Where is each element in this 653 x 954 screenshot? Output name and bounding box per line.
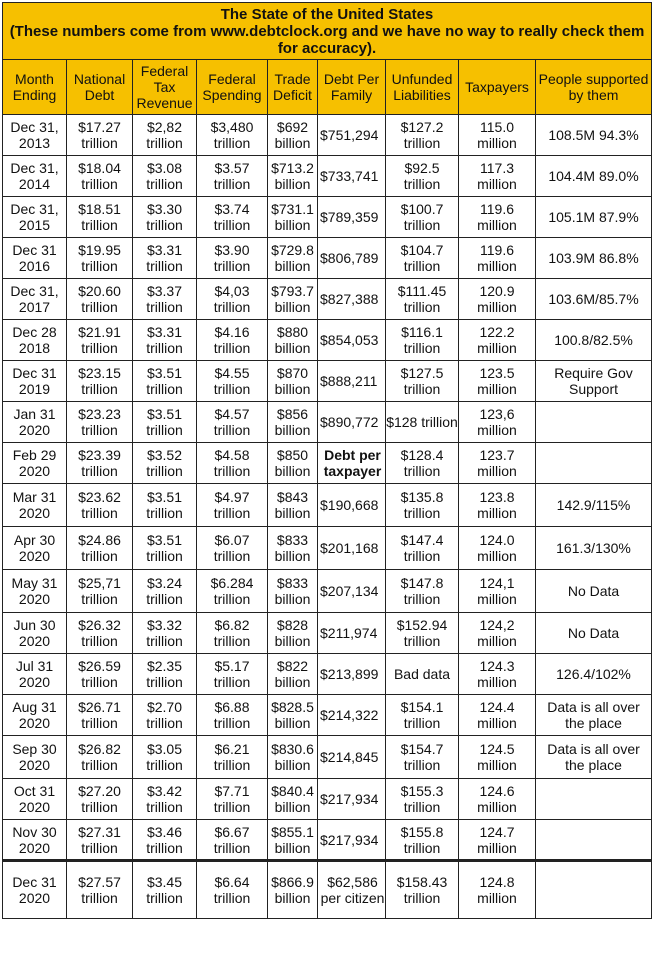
column-header-federal-spending: Federal Spending bbox=[197, 60, 268, 115]
cell-federal-tax-revenue: $2.70 trillion bbox=[133, 695, 197, 736]
column-header-debt-per-family: Debt Per Family bbox=[318, 60, 386, 115]
column-header-taxpayers: Taxpayers bbox=[459, 60, 536, 115]
cell-people-supported: Require Gov Support bbox=[536, 361, 652, 402]
cell-people-supported: No Data bbox=[536, 613, 652, 654]
cell-national-debt: $20.60 trillion bbox=[67, 279, 133, 320]
cell-trade-deficit: $850 billion bbox=[268, 443, 318, 484]
cell-people-supported: Data is all over the place bbox=[536, 695, 652, 736]
cell-unfunded-liabilities: $158.43 trillion bbox=[386, 861, 459, 919]
table-row bbox=[3, 613, 652, 654]
cell-debt-per-family: $62,586 per citizen bbox=[318, 861, 386, 919]
cell-trade-deficit: $828 billion bbox=[268, 613, 318, 654]
cell-federal-spending: $6.82 trillion bbox=[197, 613, 268, 654]
cell-month-ending: Dec 31 2020 bbox=[3, 861, 67, 919]
cell-trade-deficit: $822 billion bbox=[268, 654, 318, 695]
cell-federal-spending: $6.64 trillion bbox=[197, 861, 268, 919]
cell-taxpayers: 124.3 million bbox=[459, 654, 536, 695]
cell-federal-tax-revenue: $3.05 trillion bbox=[133, 736, 197, 779]
cell-debt-per-family: $217,934 bbox=[318, 820, 386, 861]
cell-debt-per-family: $211,974 bbox=[318, 613, 386, 654]
cell-trade-deficit: $870 billion bbox=[268, 361, 318, 402]
table-row bbox=[3, 156, 652, 197]
cell-national-debt: $26.82 trillion bbox=[67, 736, 133, 779]
cell-month-ending: Nov 30 2020 bbox=[3, 820, 67, 861]
cell-federal-spending: $4.97 trillion bbox=[197, 484, 268, 527]
cell-taxpayers: 123.7 million bbox=[459, 443, 536, 484]
cell-debt-per-family: $217,934 bbox=[318, 779, 386, 820]
cell-people-supported bbox=[536, 402, 652, 443]
table-banner bbox=[3, 3, 652, 60]
cell-national-debt: $19.95 trillion bbox=[67, 238, 133, 279]
cell-people-supported bbox=[536, 861, 652, 919]
cell-federal-spending: $6.284 trillion bbox=[197, 570, 268, 613]
cell-people-supported: 103.9M 86.8% bbox=[536, 238, 652, 279]
cell-federal-spending: $4.57 trillion bbox=[197, 402, 268, 443]
cell-month-ending: Jan 31 2020 bbox=[3, 402, 67, 443]
cell-trade-deficit: $880 billion bbox=[268, 320, 318, 361]
cell-month-ending: Sep 30 2020 bbox=[3, 736, 67, 779]
cell-national-debt: $23.62 trillion bbox=[67, 484, 133, 527]
cell-unfunded-liabilities: $127.2 trillion bbox=[386, 115, 459, 156]
cell-debt-per-family: $789,359 bbox=[318, 197, 386, 238]
cell-people-supported: 142.9/115% bbox=[536, 484, 652, 527]
cell-debt-per-family: $854,053 bbox=[318, 320, 386, 361]
column-header-row bbox=[3, 60, 652, 115]
cell-people-supported bbox=[536, 443, 652, 484]
cell-national-debt: $23.15 trillion bbox=[67, 361, 133, 402]
table-row bbox=[3, 570, 652, 613]
cell-people-supported: 161.3/130% bbox=[536, 527, 652, 570]
cell-federal-tax-revenue: $3.46 trillion bbox=[133, 820, 197, 861]
cell-federal-spending: $3.74 trillion bbox=[197, 197, 268, 238]
cell-federal-tax-revenue: $3.08 trillion bbox=[133, 156, 197, 197]
cell-unfunded-liabilities: $155.3 trillion bbox=[386, 779, 459, 820]
cell-unfunded-liabilities: $128 trillion bbox=[386, 402, 459, 443]
cell-national-debt: $18.04 trillion bbox=[67, 156, 133, 197]
cell-taxpayers: 123,6 million bbox=[459, 402, 536, 443]
cell-federal-tax-revenue: $3.24 trillion bbox=[133, 570, 197, 613]
table-row bbox=[3, 402, 652, 443]
cell-month-ending: Feb 29 2020 bbox=[3, 443, 67, 484]
cell-federal-spending: $6.21 trillion bbox=[197, 736, 268, 779]
cell-national-debt: $27.20 trillion bbox=[67, 779, 133, 820]
cell-national-debt: $23.23 trillion bbox=[67, 402, 133, 443]
cell-debt-per-family: $751,294 bbox=[318, 115, 386, 156]
cell-unfunded-liabilities: $116.1 trillion bbox=[386, 320, 459, 361]
cell-federal-spending: $3,480 trillion bbox=[197, 115, 268, 156]
cell-unfunded-liabilities: $155.8 trillion bbox=[386, 820, 459, 861]
cell-federal-spending: $4.16 trillion bbox=[197, 320, 268, 361]
cell-national-debt: $23.39 trillion bbox=[67, 443, 133, 484]
cell-federal-spending: $4.55 trillion bbox=[197, 361, 268, 402]
cell-taxpayers: 124,2 million bbox=[459, 613, 536, 654]
cell-unfunded-liabilities: $128.4 trillion bbox=[386, 443, 459, 484]
cell-month-ending: Oct 31 2020 bbox=[3, 779, 67, 820]
cell-national-debt: $17.27 trillion bbox=[67, 115, 133, 156]
column-header-people-supported: People supported by them bbox=[536, 60, 652, 115]
cell-unfunded-liabilities: Bad data bbox=[386, 654, 459, 695]
table-row bbox=[3, 197, 652, 238]
cell-trade-deficit: $833 billion bbox=[268, 527, 318, 570]
cell-federal-tax-revenue: $3.52 trillion bbox=[133, 443, 197, 484]
cell-federal-tax-revenue: $3.42 trillion bbox=[133, 779, 197, 820]
cell-federal-spending: $3.90 trillion bbox=[197, 238, 268, 279]
cell-debt-per-family: $890,772 bbox=[318, 402, 386, 443]
cell-debt-per-family: $214,845 bbox=[318, 736, 386, 779]
cell-debt-per-family: $827,388 bbox=[318, 279, 386, 320]
cell-unfunded-liabilities: $135.8 trillion bbox=[386, 484, 459, 527]
cell-unfunded-liabilities: $147.4 trillion bbox=[386, 527, 459, 570]
cell-month-ending: Mar 31 2020 bbox=[3, 484, 67, 527]
cell-federal-spending: $7.71 trillion bbox=[197, 779, 268, 820]
state-of-us-table bbox=[2, 2, 652, 919]
cell-federal-spending: $5.17 trillion bbox=[197, 654, 268, 695]
cell-debt-per-family: $733,741 bbox=[318, 156, 386, 197]
cell-unfunded-liabilities: $100.7 trillion bbox=[386, 197, 459, 238]
cell-unfunded-liabilities: $154.1 trillion bbox=[386, 695, 459, 736]
table-title: The State of the United States bbox=[220, 6, 434, 23]
cell-federal-tax-revenue: $3.37 trillion bbox=[133, 279, 197, 320]
cell-unfunded-liabilities: $111.45 trillion bbox=[386, 279, 459, 320]
cell-unfunded-liabilities: $127.5 trillion bbox=[386, 361, 459, 402]
table-row bbox=[3, 484, 652, 527]
table-row bbox=[3, 361, 652, 402]
table-row bbox=[3, 320, 652, 361]
table-row bbox=[3, 527, 652, 570]
column-header-national-debt: National Debt bbox=[67, 60, 133, 115]
cell-people-supported: No Data bbox=[536, 570, 652, 613]
cell-national-debt: $21.91 trillion bbox=[67, 320, 133, 361]
cell-taxpayers: 115.0 million bbox=[459, 115, 536, 156]
cell-people-supported: Data is all over the place bbox=[536, 736, 652, 779]
cell-unfunded-liabilities: $147.8 trillion bbox=[386, 570, 459, 613]
cell-unfunded-liabilities: $154.7 trillion bbox=[386, 736, 459, 779]
cell-taxpayers: 124.0 million bbox=[459, 527, 536, 570]
cell-taxpayers: 119.6 million bbox=[459, 238, 536, 279]
cell-month-ending: Jun 30 2020 bbox=[3, 613, 67, 654]
cell-debt-per-family: $214,322 bbox=[318, 695, 386, 736]
cell-people-supported: 108.5M 94.3% bbox=[536, 115, 652, 156]
cell-federal-tax-revenue: $2.35 trillion bbox=[133, 654, 197, 695]
column-header-month-ending: Month Ending bbox=[3, 60, 67, 115]
cell-trade-deficit: $731.1 billion bbox=[268, 197, 318, 238]
cell-taxpayers: 124.4 million bbox=[459, 695, 536, 736]
cell-month-ending: Dec 31 2016 bbox=[3, 238, 67, 279]
cell-people-supported bbox=[536, 820, 652, 861]
cell-taxpayers: 124.6 million bbox=[459, 779, 536, 820]
cell-taxpayers: 119.6 million bbox=[459, 197, 536, 238]
table-subtitle: (These numbers come from www.debtclock.org and we have no way to really check them for accuracy). bbox=[9, 23, 645, 57]
cell-federal-tax-revenue: $3.30 trillion bbox=[133, 197, 197, 238]
cell-federal-tax-revenue: $3.32 trillion bbox=[133, 613, 197, 654]
cell-national-debt: $26.59 trillion bbox=[67, 654, 133, 695]
cell-debt-per-family: $888,211 bbox=[318, 361, 386, 402]
cell-debt-per-family: $213,899 bbox=[318, 654, 386, 695]
table-row bbox=[3, 861, 652, 919]
cell-trade-deficit: $692 billion bbox=[268, 115, 318, 156]
cell-national-debt: $27.57 trillion bbox=[67, 861, 133, 919]
cell-federal-spending: $6.88 trillion bbox=[197, 695, 268, 736]
cell-taxpayers: 124.8 million bbox=[459, 861, 536, 919]
cell-taxpayers: 120.9 million bbox=[459, 279, 536, 320]
cell-federal-tax-revenue: $3.51 trillion bbox=[133, 361, 197, 402]
cell-trade-deficit: $729.8 billion bbox=[268, 238, 318, 279]
table-row bbox=[3, 820, 652, 861]
cell-federal-tax-revenue: $3.51 trillion bbox=[133, 402, 197, 443]
cell-federal-tax-revenue: $3.31 trillion bbox=[133, 320, 197, 361]
cell-taxpayers: 124,1 million bbox=[459, 570, 536, 613]
cell-taxpayers: 117.3 million bbox=[459, 156, 536, 197]
cell-people-supported: 100.8/82.5% bbox=[536, 320, 652, 361]
table-row bbox=[3, 695, 652, 736]
table-row bbox=[3, 779, 652, 820]
cell-federal-tax-revenue: $3.51 trillion bbox=[133, 484, 197, 527]
cell-trade-deficit: $843 billion bbox=[268, 484, 318, 527]
cell-taxpayers: 124.5 million bbox=[459, 736, 536, 779]
column-header-federal-tax-revenue: Federal Tax Revenue bbox=[133, 60, 197, 115]
cell-unfunded-liabilities: $92.5 trillion bbox=[386, 156, 459, 197]
cell-federal-spending: $4.58 trillion bbox=[197, 443, 268, 484]
table-row bbox=[3, 279, 652, 320]
cell-month-ending: Jul 31 2020 bbox=[3, 654, 67, 695]
cell-people-supported: 103.6M/85.7% bbox=[536, 279, 652, 320]
cell-people-supported: 104.4M 89.0% bbox=[536, 156, 652, 197]
table-row bbox=[3, 238, 652, 279]
table-row bbox=[3, 736, 652, 779]
column-header-unfunded-liabilities: Unfunded Liabilities bbox=[386, 60, 459, 115]
cell-debt-per-family: $190,668 bbox=[318, 484, 386, 527]
table-body bbox=[3, 115, 652, 919]
cell-people-supported bbox=[536, 779, 652, 820]
table-row bbox=[3, 115, 652, 156]
cell-debt-per-family: $207,134 bbox=[318, 570, 386, 613]
cell-month-ending: Dec 31, 2015 bbox=[3, 197, 67, 238]
cell-debt-per-family: Debt per taxpayer bbox=[318, 443, 386, 484]
cell-trade-deficit: $855.1 billion bbox=[268, 820, 318, 861]
cell-unfunded-liabilities: $152.94 trillion bbox=[386, 613, 459, 654]
cell-debt-per-family: $806,789 bbox=[318, 238, 386, 279]
cell-national-debt: $24.86 trillion bbox=[67, 527, 133, 570]
cell-trade-deficit: $856 billion bbox=[268, 402, 318, 443]
cell-month-ending: Dec 31 2019 bbox=[3, 361, 67, 402]
cell-trade-deficit: $833 billion bbox=[268, 570, 318, 613]
cell-month-ending: Apr 30 2020 bbox=[3, 527, 67, 570]
cell-trade-deficit: $866.9 billion bbox=[268, 861, 318, 919]
cell-month-ending: Dec 31, 2014 bbox=[3, 156, 67, 197]
cell-people-supported: 126.4/102% bbox=[536, 654, 652, 695]
cell-national-debt: $18.51 trillion bbox=[67, 197, 133, 238]
cell-unfunded-liabilities: $104.7 trillion bbox=[386, 238, 459, 279]
cell-trade-deficit: $713.2 billion bbox=[268, 156, 318, 197]
cell-federal-spending: $6.67 trillion bbox=[197, 820, 268, 861]
cell-taxpayers: 123.5 million bbox=[459, 361, 536, 402]
cell-national-debt: $26.71 trillion bbox=[67, 695, 133, 736]
cell-national-debt: $25,71 trillion bbox=[67, 570, 133, 613]
cell-federal-spending: $3.57 trillion bbox=[197, 156, 268, 197]
cell-month-ending: May 31 2020 bbox=[3, 570, 67, 613]
cell-trade-deficit: $840.4 billion bbox=[268, 779, 318, 820]
cell-federal-spending: $6.07 trillion bbox=[197, 527, 268, 570]
cell-federal-tax-revenue: $3.51 trillion bbox=[133, 527, 197, 570]
cell-federal-tax-revenue: $2,82 trillion bbox=[133, 115, 197, 156]
cell-people-supported: 105.1M 87.9% bbox=[536, 197, 652, 238]
cell-month-ending: Dec 31, 2013 bbox=[3, 115, 67, 156]
cell-month-ending: Dec 31, 2017 bbox=[3, 279, 67, 320]
cell-trade-deficit: $830.6 billion bbox=[268, 736, 318, 779]
table-row bbox=[3, 443, 652, 484]
cell-trade-deficit: $828.5 billion bbox=[268, 695, 318, 736]
debt-clock-sheet bbox=[0, 2, 653, 954]
cell-federal-spending: $4,03 trillion bbox=[197, 279, 268, 320]
column-header-trade-deficit: Trade Deficit bbox=[268, 60, 318, 115]
cell-federal-tax-revenue: $3.45 trillion bbox=[133, 861, 197, 919]
cell-taxpayers: 124.7 million bbox=[459, 820, 536, 861]
cell-month-ending: Aug 31 2020 bbox=[3, 695, 67, 736]
cell-federal-tax-revenue: $3.31 trillion bbox=[133, 238, 197, 279]
cell-national-debt: $26.32 trillion bbox=[67, 613, 133, 654]
cell-taxpayers: 123.8 million bbox=[459, 484, 536, 527]
table-row bbox=[3, 654, 652, 695]
cell-national-debt: $27.31 trillion bbox=[67, 820, 133, 861]
cell-debt-per-family: $201,168 bbox=[318, 527, 386, 570]
cell-taxpayers: 122.2 million bbox=[459, 320, 536, 361]
cell-trade-deficit: $793.7 billion bbox=[268, 279, 318, 320]
cell-month-ending: Dec 28 2018 bbox=[3, 320, 67, 361]
